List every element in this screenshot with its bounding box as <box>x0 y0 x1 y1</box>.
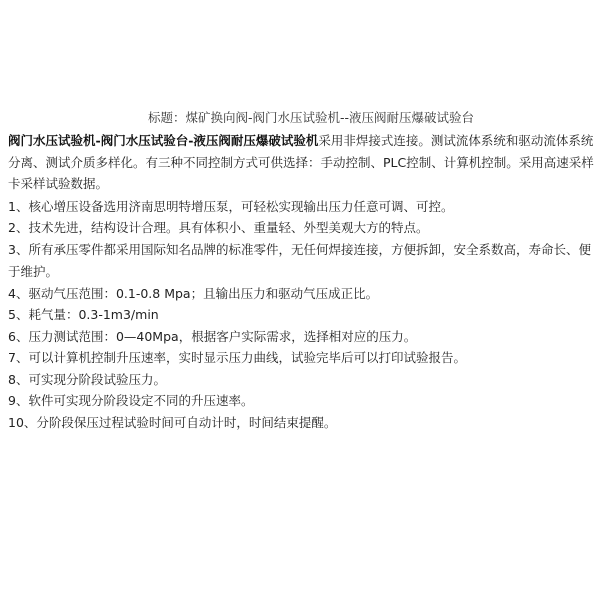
list-item: 7、可以计算机控制升压速率，实时显示压力曲线，试验完毕后可以打印试验报告。 <box>8 350 466 365</box>
list-item: 9、软件可实现分阶段设定不同的升压速率。 <box>8 393 254 408</box>
feature-list <box>8 196 594 434</box>
list-item: 6、压力测试范围：0—40Mpa，根据客户实际需求，选择相对应的压力。 <box>8 328 417 344</box>
list-item: 3、所有承压零件都采用国际知名品牌的标准零件，无任何焊接连接，方便拆卸，安全系数高，寿命长、便于维护。 <box>8 241 591 279</box>
list-item: 10、分阶段保压过程试验时间可自动计时，时间结束提醒。 <box>8 414 337 430</box>
intro-paragraph <box>8 130 594 195</box>
list-item: 2、技术先进，结构设计合理。具有体积小、重量轻、外型美观大方的特点。 <box>8 220 429 235</box>
list-item: 5、耗气量：0.3-1m3/min <box>8 307 159 322</box>
list-item: 4、驱动气压范围：0.1-0.8 Mpa；且输出压力和驱动气压成正比。 <box>8 285 379 301</box>
intro-rest: 采用非焊接式连接。测试流体系统和驱动流体系统分离、测试介质多样化。有三种不同控制方式可供选择：手动控制、PLC控制、计算机控制。采用高速采样卡采样试验数据。 <box>8 133 594 191</box>
document-body <box>8 108 594 433</box>
intro-lead: 阀门水压试验机-阀门水压试验台-液压阀耐压爆破试验机 <box>8 133 319 148</box>
list-item: 8、可实现分阶段试验压力。 <box>8 371 166 387</box>
document-title: 标题：煤矿换向阀-阀门水压试验机--液压阀耐压爆破试验台 <box>147 110 475 125</box>
list-item: 1、核心增压设备选用济南思明特增压泵，可轻松实现输出压力任意可调、可控。 <box>8 198 454 214</box>
